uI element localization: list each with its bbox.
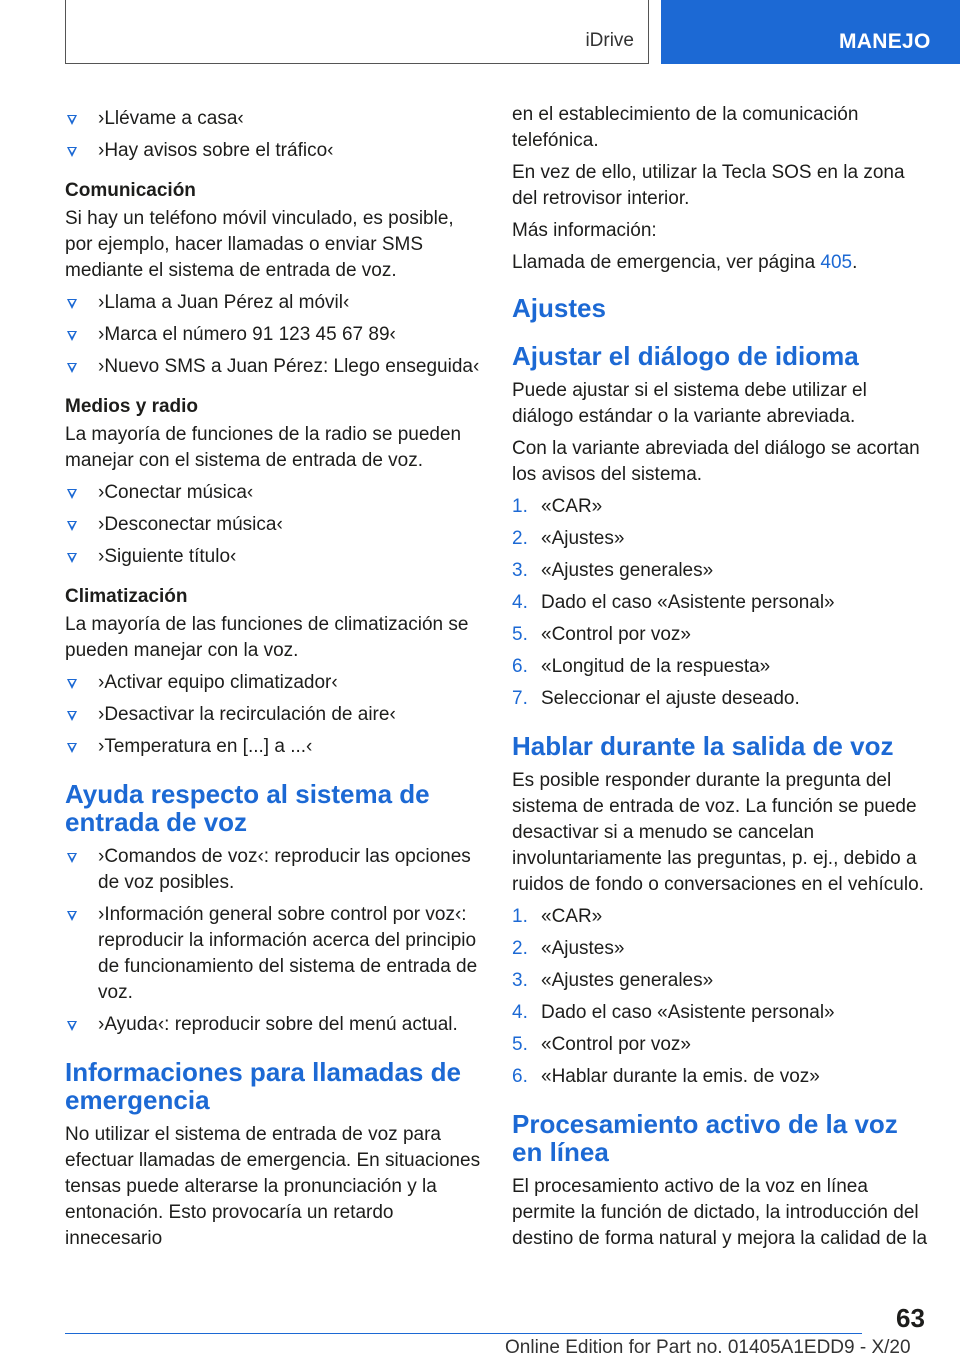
triangle-bullet-icon bbox=[67, 489, 77, 499]
list-item: 3. «Ajustes generales» bbox=[512, 560, 714, 581]
list-item: 5. «Control por voz» bbox=[512, 1034, 691, 1055]
list-item: 1. «CAR» bbox=[512, 906, 603, 927]
triangle-bullet-icon bbox=[67, 711, 77, 721]
steps-language-dialog bbox=[512, 494, 932, 712]
paragraph-reference: Llamada de emergencia, ver página 405. bbox=[512, 252, 858, 273]
paragraph: Es posible responder durante la pregunta del sistema de entrada de voz. La función se puede desactivar si a menudo se cancelan involuntariamente las preguntas, p. ej., debido a ruidos de fondo o conversaciones en el vehículo. bbox=[512, 770, 924, 895]
list-item: 5. «Control por voz» bbox=[512, 624, 691, 645]
voice-command-list-communication bbox=[65, 290, 481, 380]
heading-emergency: Informaciones para llamadas de emergencia bbox=[65, 1057, 461, 1115]
paragraph: La mayoría de funciones de la radio se pueden manejar con el sistema de entrada de voz. bbox=[65, 424, 462, 471]
subheading-communication: Comunicación bbox=[65, 180, 196, 201]
page-number: 63 bbox=[896, 1303, 925, 1333]
list-item: ›Siguiente título‹ bbox=[65, 544, 481, 570]
triangle-bullet-icon bbox=[67, 521, 77, 531]
left-column bbox=[65, 102, 481, 1258]
subheading-climate: Climatización bbox=[65, 586, 188, 607]
header-chapter-box bbox=[65, 0, 649, 64]
list-item: 2. «Ajustes» bbox=[512, 528, 625, 549]
paragraph: Con la variante abreviada del diálogo se acortan los avisos del sistema. bbox=[512, 438, 920, 485]
paragraph: en el establecimiento de la comunicación telefónica. bbox=[512, 104, 859, 151]
heading-language-dialog: Ajustar el diálogo de idioma bbox=[512, 341, 859, 371]
heading-talk-during-output: Hablar durante la salida de voz bbox=[512, 731, 894, 761]
section-tab: MANEJO bbox=[661, 0, 960, 64]
list-item: ›Desactivar la recirculación de aire‹ bbox=[65, 702, 481, 728]
list-item: ›Información general sobre control por voz‹: reproducir la información acerca del principio de funcionamiento del sistema de entrada de voz. bbox=[65, 902, 481, 1006]
voice-command-list-navigation bbox=[65, 106, 481, 164]
help-command-list bbox=[65, 844, 481, 1038]
footer-divider bbox=[65, 1333, 862, 1334]
paragraph: El procesamiento activo de la voz en línea permite la función de dictado, la introducción del destino de forma natural y mejora la calidad de la bbox=[512, 1176, 928, 1249]
triangle-bullet-icon bbox=[67, 1021, 77, 1031]
footer-edition: Online Edition for Part no. 01405A1EDD9 - X/20 bbox=[505, 1337, 911, 1358]
chapter-title: iDrive bbox=[585, 30, 634, 51]
triangle-bullet-icon bbox=[67, 853, 77, 863]
list-item: 7. Seleccionar el ajuste deseado. bbox=[512, 688, 800, 709]
paragraph: No utilizar el sistema de entrada de voz para efectuar llamadas de emergencia. En situaciones tensas puede alterarse la pronunciación y la entonación. Esto provocaría un retardo innecesario bbox=[65, 1124, 481, 1249]
list-item: ›Conectar música‹ bbox=[65, 480, 481, 506]
list-item: ›Temperatura en [...] a ...‹ bbox=[65, 734, 481, 760]
list-item: ›Nuevo SMS a Juan Pérez: Llego enseguida‹ bbox=[65, 354, 481, 380]
triangle-bullet-icon bbox=[67, 911, 77, 921]
list-item: 2. «Ajustes» bbox=[512, 938, 625, 959]
list-item: 1. «CAR» bbox=[512, 496, 603, 517]
paragraph: La mayoría de las funciones de climatización se pueden manejar con la voz. bbox=[65, 614, 469, 661]
list-item: ›Hay avisos sobre el tráfico‹ bbox=[65, 138, 481, 164]
steps-talk-during-output bbox=[512, 904, 932, 1090]
paragraph: Puede ajustar si el sistema debe utilizar el diálogo estándar o la variante abreviada. bbox=[512, 380, 867, 427]
triangle-bullet-icon bbox=[67, 553, 77, 563]
triangle-bullet-icon bbox=[67, 331, 77, 341]
triangle-bullet-icon bbox=[67, 743, 77, 753]
list-item: 3. «Ajustes generales» bbox=[512, 970, 714, 991]
list-item: ›Ayuda‹: reproducir sobre del menú actual. bbox=[65, 1012, 481, 1038]
list-item: ›Comandos de voz‹: reproducir las opciones de voz posibles. bbox=[65, 844, 481, 896]
list-item: 6. «Longitud de la respuesta» bbox=[512, 656, 771, 677]
triangle-bullet-icon bbox=[67, 115, 77, 125]
heading-help: Ayuda respecto al sistema de entrada de voz bbox=[65, 779, 430, 837]
list-item: 6. «Hablar durante la emis. de voz» bbox=[512, 1066, 820, 1087]
triangle-bullet-icon bbox=[67, 299, 77, 309]
voice-command-list-media bbox=[65, 480, 481, 570]
list-item: ›Desconectar música‹ bbox=[65, 512, 481, 538]
list-item: ›Marca el número 91 123 45 67 89‹ bbox=[65, 322, 481, 348]
list-item: ›Llévame a casa‹ bbox=[65, 106, 481, 132]
subheading-media: Medios y radio bbox=[65, 396, 199, 417]
heading-settings: Ajustes bbox=[512, 293, 606, 323]
list-item: ›Activar equipo climatizador‹ bbox=[65, 670, 481, 696]
triangle-bullet-icon bbox=[67, 147, 77, 157]
triangle-bullet-icon bbox=[67, 363, 77, 373]
voice-command-list-climate bbox=[65, 670, 481, 760]
page-reference-link[interactable]: 405 bbox=[820, 252, 853, 273]
paragraph: Si hay un teléfono móvil vinculado, es posible, por ejemplo, hacer llamadas o enviar SMS mediante el sistema de entrada de voz. bbox=[65, 208, 454, 281]
right-column bbox=[512, 102, 932, 1258]
paragraph: En vez de ello, utilizar la Tecla SOS en la zona del retrovisor interior. bbox=[512, 162, 905, 209]
heading-online-voice: Procesamiento activo de la voz en línea bbox=[512, 1109, 898, 1167]
list-item: 4. Dado el caso «Asistente personal» bbox=[512, 592, 835, 613]
paragraph: Más información: bbox=[512, 220, 657, 241]
triangle-bullet-icon bbox=[67, 679, 77, 689]
list-item: 4. Dado el caso «Asistente personal» bbox=[512, 1002, 835, 1023]
list-item: ›Llama a Juan Pérez al móvil‹ bbox=[65, 290, 481, 316]
